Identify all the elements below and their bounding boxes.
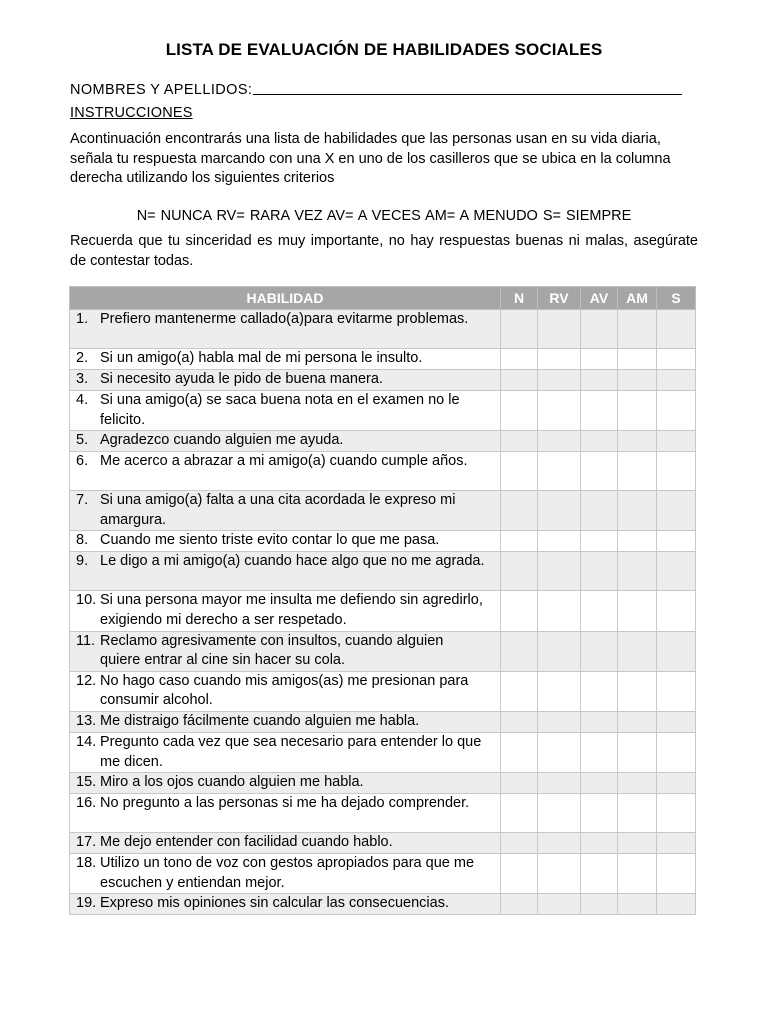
skill-cell <box>70 552 501 591</box>
skill-text: No pregunto a las personas si me ha dejado comprender. <box>100 795 470 812</box>
answer-cell-rv[interactable] <box>538 531 581 552</box>
header-s: S <box>657 287 696 310</box>
answer-cell-n[interactable] <box>501 854 538 894</box>
skill-text: Si un amigo(a) habla mal de mi persona le insulto. <box>100 350 423 366</box>
skill-cell <box>70 591 501 631</box>
answer-cell-am[interactable] <box>618 591 657 631</box>
answer-cell-am[interactable] <box>618 732 657 772</box>
answer-cell-am[interactable] <box>618 370 657 391</box>
answer-cell-rv[interactable] <box>538 631 581 671</box>
skill-cell <box>70 491 501 531</box>
header-am: AM <box>618 287 657 310</box>
skill-number: 15. <box>76 774 97 791</box>
answer-cell-n[interactable] <box>501 431 538 452</box>
answer-cell-s[interactable] <box>657 370 696 391</box>
table-row <box>70 711 696 732</box>
answer-cell-am[interactable] <box>618 631 657 671</box>
answer-cell-am[interactable] <box>618 671 657 711</box>
skill-text: Pregunto cada vez que sea necesario para entender lo que me dicen. <box>100 733 482 770</box>
answer-cell-am[interactable] <box>618 531 657 552</box>
answer-cell-av[interactable] <box>581 491 618 531</box>
skill-number: 16. <box>76 795 97 812</box>
answer-cell-s[interactable] <box>657 671 696 711</box>
answer-cell-n[interactable] <box>501 349 538 370</box>
answer-cell-s[interactable] <box>657 711 696 732</box>
answer-cell-am[interactable] <box>618 310 657 349</box>
answer-cell-s[interactable] <box>657 552 696 591</box>
skill-cell <box>70 310 501 349</box>
answer-cell-av[interactable] <box>581 894 618 915</box>
answer-cell-am[interactable] <box>618 452 657 491</box>
skill-number: 17. <box>76 834 97 851</box>
skill-text: Me acerco a abrazar a mi amigo(a) cuando cumple años. <box>100 453 468 470</box>
answer-cell-n[interactable] <box>501 310 538 349</box>
skill-text: Prefiero mantenerme callado(a)para evitarme problemas. <box>100 311 469 327</box>
answer-cell-n[interactable] <box>501 794 538 833</box>
skill-text: Miro a los ojos cuando alguien me habla. <box>100 774 364 791</box>
skill-cell <box>70 391 501 431</box>
skill-number: 19. <box>76 895 97 912</box>
answer-cell-am[interactable] <box>618 854 657 894</box>
answer-cell-s[interactable] <box>657 894 696 915</box>
answer-cell-n[interactable] <box>501 773 538 794</box>
answer-cell-rv[interactable] <box>538 349 581 370</box>
answer-cell-rv[interactable] <box>538 894 581 915</box>
answer-cell-rv[interactable] <box>538 591 581 631</box>
table-row <box>70 591 696 631</box>
skill-number: 3. <box>76 371 89 387</box>
answer-cell-av[interactable] <box>581 431 618 452</box>
answer-cell-s[interactable] <box>657 591 696 631</box>
name-underline-field[interactable] <box>253 80 682 95</box>
answer-cell-av[interactable] <box>581 671 618 711</box>
answer-cell-n[interactable] <box>501 491 538 531</box>
skill-cell <box>70 452 501 491</box>
answer-cell-av[interactable] <box>581 854 618 894</box>
skill-cell <box>70 531 501 552</box>
answer-cell-rv[interactable] <box>538 773 581 794</box>
header-habilidad: HABILIDAD <box>70 287 501 310</box>
answer-cell-s[interactable] <box>657 732 696 772</box>
skill-text: Si una amigo(a) falta a una cita acordada le expreso mi amargura. <box>100 492 456 528</box>
skill-number: 10. <box>76 592 97 609</box>
header-n: N <box>501 287 538 310</box>
answer-cell-av[interactable] <box>581 711 618 732</box>
skill-text: Reclamo agresivamente con insultos, cuando alguien quiere entrar al cine sin hacer su cola. <box>100 632 444 669</box>
table-row <box>70 854 696 894</box>
answer-cell-rv[interactable] <box>538 794 581 833</box>
answer-cell-av[interactable] <box>581 833 618 854</box>
answer-cell-rv[interactable] <box>538 310 581 349</box>
answer-cell-n[interactable] <box>501 711 538 732</box>
name-label: NOMBRES Y APELLIDOS: <box>70 82 253 98</box>
skill-text: Me distraigo fácilmente cuando alguien me habla. <box>100 712 420 729</box>
answer-cell-s[interactable] <box>657 794 696 833</box>
skill-number: 9. <box>76 553 89 570</box>
answer-cell-s[interactable] <box>657 833 696 854</box>
table-row <box>70 732 696 772</box>
skill-number: 18. <box>76 855 97 872</box>
answer-cell-rv[interactable] <box>538 833 581 854</box>
skill-number: 2. <box>76 350 89 366</box>
answer-cell-n[interactable] <box>501 552 538 591</box>
answer-cell-rv[interactable] <box>538 671 581 711</box>
answer-cell-rv[interactable] <box>538 711 581 732</box>
table-row <box>70 671 696 711</box>
skill-text: Si necesito ayuda le pido de buena manera. <box>100 371 383 387</box>
answer-cell-rv[interactable] <box>538 370 581 391</box>
skill-cell <box>70 431 501 452</box>
answer-cell-av[interactable] <box>581 591 618 631</box>
answer-cell-rv[interactable] <box>538 552 581 591</box>
skill-cell <box>70 711 501 732</box>
skill-text: No hago caso cuando mis amigos(as) me presionan para consumir alcohol. <box>100 672 469 709</box>
skill-number: 8. <box>76 532 89 549</box>
answer-cell-n[interactable] <box>501 833 538 854</box>
skill-cell <box>70 773 501 794</box>
answer-cell-am[interactable] <box>618 391 657 431</box>
answer-cell-s[interactable] <box>657 310 696 349</box>
answer-cell-s[interactable] <box>657 431 696 452</box>
skill-number: 12. <box>76 672 97 689</box>
table-row <box>70 631 696 671</box>
answer-cell-av[interactable] <box>581 370 618 391</box>
answer-cell-am[interactable] <box>618 794 657 833</box>
document-title: LISTA DE EVALUACIÓN DE HABILIDADES SOCIALES <box>165 40 603 59</box>
answer-cell-s[interactable] <box>657 349 696 370</box>
criteria-legend: N= NUNCA RV= RARA VEZ AV= A VECES AM= A MENUDO S= SIEMPRE <box>136 208 632 224</box>
answer-cell-am[interactable] <box>618 431 657 452</box>
answer-cell-av[interactable] <box>581 452 618 491</box>
answer-cell-am[interactable] <box>618 552 657 591</box>
skill-text: Cuando me siento triste evito contar lo que me pasa. <box>100 532 440 549</box>
answer-cell-av[interactable] <box>581 794 618 833</box>
answer-cell-am[interactable] <box>618 711 657 732</box>
answer-cell-n[interactable] <box>501 631 538 671</box>
answer-cell-av[interactable] <box>581 310 618 349</box>
answer-cell-av[interactable] <box>581 552 618 591</box>
table-row <box>70 491 696 531</box>
skill-cell <box>70 370 501 391</box>
table-row <box>70 531 696 552</box>
skill-text: Expreso mis opiniones sin calcular las consecuencias. <box>100 895 449 912</box>
skill-cell <box>70 349 501 370</box>
answer-cell-rv[interactable] <box>538 854 581 894</box>
skill-number: 6. <box>76 453 89 470</box>
reminder-paragraph: Recuerda que tu sinceridad es muy importante, no hay respuestas buenas ni malas, asegúrate de contestar todas. <box>70 233 698 269</box>
skill-number: 1. <box>76 311 89 327</box>
header-av: AV <box>581 287 618 310</box>
table-row <box>70 349 696 370</box>
answer-cell-n[interactable] <box>501 391 538 431</box>
answer-cell-am[interactable] <box>618 894 657 915</box>
answer-cell-n[interactable] <box>501 370 538 391</box>
skill-cell <box>70 894 501 915</box>
answer-cell-rv[interactable] <box>538 732 581 772</box>
answer-cell-av[interactable] <box>581 631 618 671</box>
answer-cell-n[interactable] <box>501 452 538 491</box>
skill-number: 7. <box>76 492 89 509</box>
skill-text: Utilizo un tono de voz con gestos apropiados para que me escuchen y entiendan mejor. <box>100 855 475 891</box>
answer-cell-n[interactable] <box>501 894 538 915</box>
answer-cell-s[interactable] <box>657 773 696 794</box>
answer-cell-n[interactable] <box>501 531 538 552</box>
skill-number: 14. <box>76 733 97 750</box>
answer-cell-am[interactable] <box>618 773 657 794</box>
table-row <box>70 833 696 854</box>
skill-cell <box>70 854 501 894</box>
skill-number: 4. <box>76 392 89 408</box>
header-rv: RV <box>538 287 581 310</box>
answer-cell-s[interactable] <box>657 531 696 552</box>
answer-cell-s[interactable] <box>657 391 696 431</box>
answer-cell-n[interactable] <box>501 591 538 631</box>
skill-cell <box>70 833 501 854</box>
table-row <box>70 391 696 431</box>
answer-cell-n[interactable] <box>501 671 538 711</box>
table-row <box>70 370 696 391</box>
answer-cell-s[interactable] <box>657 452 696 491</box>
answer-cell-s[interactable] <box>657 854 696 894</box>
answer-cell-av[interactable] <box>581 773 618 794</box>
skill-text: Le digo a mi amigo(a) cuando hace algo que no me agrada. <box>100 553 485 570</box>
instructions-heading: INSTRUCCIONES <box>70 105 193 121</box>
skill-cell <box>70 671 501 711</box>
answer-cell-av[interactable] <box>581 531 618 552</box>
skill-text: Me dejo entender con facilidad cuando hablo. <box>100 834 393 851</box>
answer-cell-rv[interactable] <box>538 431 581 452</box>
skills-table-container <box>69 286 695 915</box>
skill-number: 5. <box>76 432 89 449</box>
skills-table <box>69 286 696 915</box>
skill-text: Si una amigo(a) se saca buena nota en el examen no le felicito. <box>100 392 460 428</box>
skill-number: 13. <box>76 712 97 729</box>
answer-cell-n[interactable] <box>501 732 538 772</box>
instructions-paragraph: Acontinuación encontrarás una lista de habilidades que las personas usan en su vida diaria, señala tu respuesta marcando con una X en uno de los casilleros que se ubica en la columna derecha utilizando los siguientes criterios <box>70 131 671 186</box>
skill-text: Si una persona mayor me insulta me defiendo sin agredirlo, exigiendo mi derecho a ser respetado. <box>100 592 483 628</box>
answer-cell-s[interactable] <box>657 631 696 671</box>
name-field-row <box>70 80 682 98</box>
table-row <box>70 431 696 452</box>
table-body <box>70 310 696 915</box>
table-row <box>70 552 696 591</box>
answer-cell-rv[interactable] <box>538 491 581 531</box>
table-row <box>70 773 696 794</box>
answer-cell-rv[interactable] <box>538 452 581 491</box>
table-row <box>70 894 696 915</box>
skill-cell <box>70 794 501 833</box>
answer-cell-am[interactable] <box>618 833 657 854</box>
answer-cell-am[interactable] <box>618 349 657 370</box>
table-row <box>70 310 696 349</box>
skill-cell <box>70 732 501 772</box>
answer-cell-am[interactable] <box>618 491 657 531</box>
answer-cell-av[interactable] <box>581 391 618 431</box>
answer-cell-av[interactable] <box>581 732 618 772</box>
answer-cell-av[interactable] <box>581 349 618 370</box>
skill-text: Agradezco cuando alguien me ayuda. <box>100 432 344 449</box>
answer-cell-s[interactable] <box>657 491 696 531</box>
table-row <box>70 452 696 491</box>
answer-cell-rv[interactable] <box>538 391 581 431</box>
skill-cell <box>70 631 501 671</box>
table-row <box>70 794 696 833</box>
table-header-row <box>70 287 696 310</box>
skill-number: 11. <box>76 632 96 649</box>
